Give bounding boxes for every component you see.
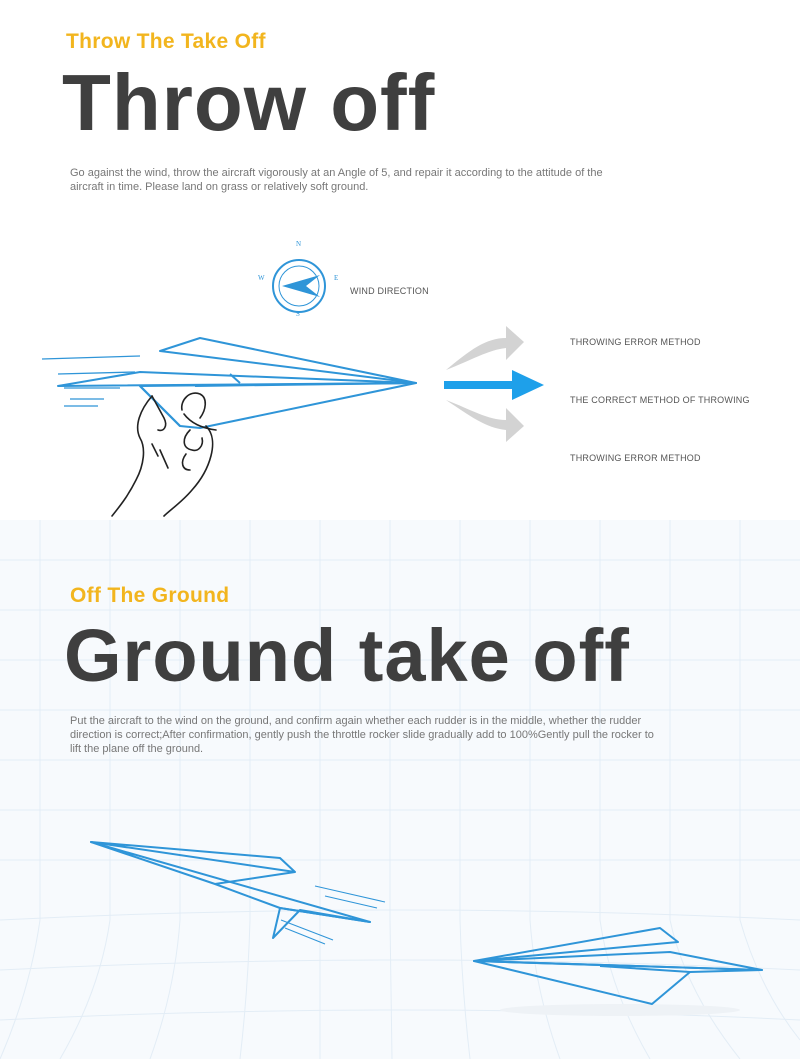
compass-west-label: W: [258, 274, 265, 282]
correct-arrow-icon: [444, 370, 544, 400]
throw-arrows: [440, 320, 550, 446]
error-arrow-down-icon: [446, 400, 524, 442]
hand-throwing-plane-illustration: [40, 330, 430, 520]
ground-section: [0, 520, 800, 1059]
ground-title: Ground take off: [64, 614, 630, 697]
plane-lifting-illustration: [85, 830, 395, 950]
paper-plane-icon: [58, 338, 416, 428]
compass-south-label: S: [296, 310, 300, 318]
method-label-correct: THE CORRECT METHOD OF THROWING: [570, 395, 750, 405]
method-label-top: THROWING ERROR METHOD: [570, 337, 701, 347]
throw-subtitle: Throw The Take Off: [66, 30, 266, 53]
ground-subtitle: Off The Ground: [70, 584, 230, 607]
paper-plane-ground-icon: [474, 928, 762, 1004]
paper-plane-takeoff-icon: [91, 842, 370, 938]
error-arrow-up-icon: [446, 326, 524, 370]
throw-title: Throw off: [62, 58, 436, 147]
plane-on-ground-illustration: [470, 920, 770, 1020]
throw-section: [0, 0, 800, 520]
compass-north-label: N: [296, 240, 302, 248]
compass-icon: [268, 255, 330, 317]
method-label-bottom: THROWING ERROR METHOD: [570, 453, 701, 463]
compass-east-label: E: [334, 274, 339, 282]
wind-direction-label: WIND DIRECTION: [350, 286, 429, 296]
hand-icon: [112, 393, 216, 516]
throw-description: Go against the wind, throw the aircraft vigorously at an Angle of 5, and repair it according to the attitude of the aircraft in time. Please land on grass or relatively soft ground.: [70, 167, 603, 193]
ground-description: Put the aircraft to the wind on the ground, and confirm again whether each rudder is in the middle, whether the rudder direction is correct;After confirmation, gently push the throttle rocker slide gradually add to 100%Gently pull the rocker to lift the plane off the ground.: [70, 715, 654, 755]
